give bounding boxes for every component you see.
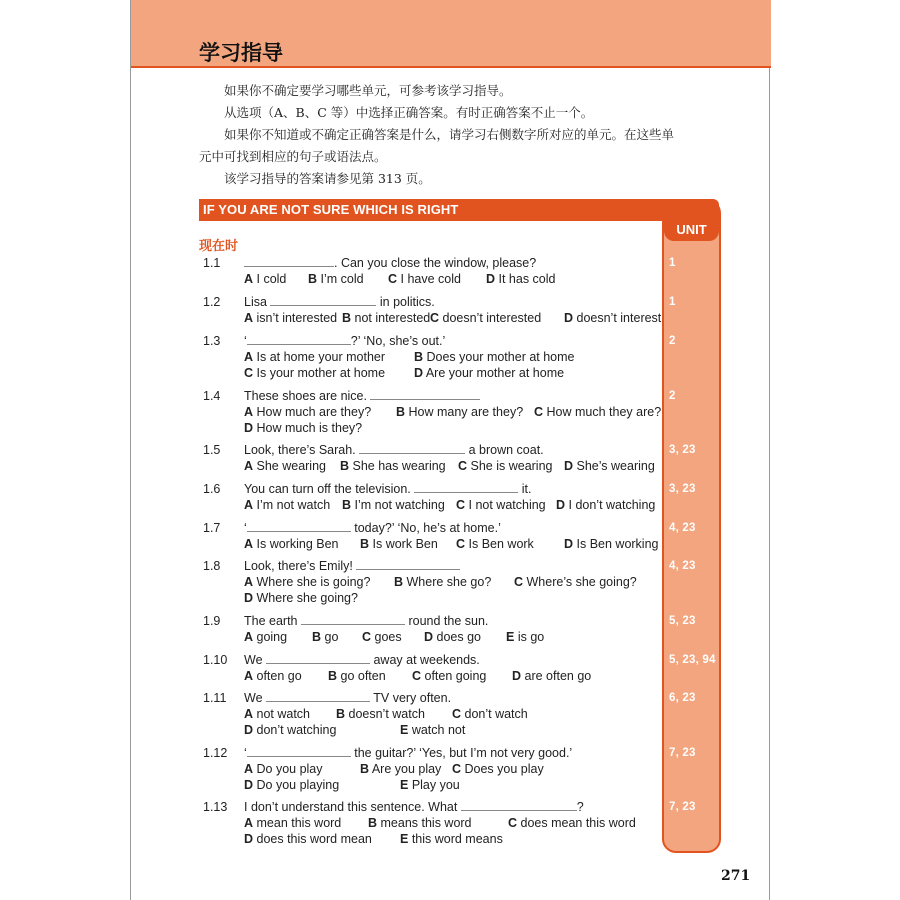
- option-text: Is your mother at home: [253, 366, 386, 380]
- question-number: 1.13: [203, 800, 228, 814]
- option-b: [396, 404, 523, 420]
- stem-text: it.: [518, 482, 532, 496]
- table-header: [199, 199, 719, 221]
- options-row: [244, 349, 664, 365]
- question-stem: [244, 481, 664, 497]
- option-text: Is working Ben: [253, 537, 339, 551]
- page-title: 学习指导: [199, 41, 283, 65]
- option-letter: C: [534, 405, 544, 419]
- option-letter: C: [508, 816, 518, 830]
- stem-text: The earth: [244, 614, 301, 628]
- options-row: [244, 458, 664, 474]
- question-body: [244, 652, 664, 684]
- study-unit-number: 5, 23: [669, 615, 696, 627]
- study-unit-header-line-2: UNIT: [676, 222, 707, 237]
- option-c: [244, 365, 385, 381]
- option-c: [452, 706, 528, 722]
- options-row: [244, 497, 664, 513]
- stem-text: round the sun.: [404, 614, 489, 628]
- option-text: Where she is going?: [253, 575, 371, 589]
- option-a: [244, 706, 310, 722]
- stem-text: Look, there’s Emily!: [244, 559, 357, 573]
- option-text: doesn’t interest: [573, 311, 662, 325]
- option-text: means this word: [377, 816, 472, 830]
- question-body: [244, 799, 664, 847]
- option-a: [244, 497, 330, 513]
- option-text: She has wearing: [349, 459, 446, 473]
- option-text: does mean this word: [517, 816, 636, 830]
- stem-text: ?: [576, 800, 584, 814]
- question-stem: [244, 388, 664, 404]
- option-e: [400, 722, 465, 738]
- option-c: [412, 668, 486, 684]
- question-stem: [244, 799, 664, 815]
- study-unit-number: 4, 23: [669, 560, 696, 572]
- option-text: I’m not watching: [351, 498, 445, 512]
- option-text: mean this word: [253, 816, 342, 830]
- option-letter: D: [414, 366, 424, 380]
- header-band: [131, 0, 771, 68]
- option-letter: D: [564, 537, 574, 551]
- option-b: [394, 574, 491, 590]
- option-letter: B: [360, 537, 370, 551]
- option-letter: D: [564, 459, 574, 473]
- option-text: Play you: [408, 778, 460, 792]
- option-text: Where’s she going?: [523, 575, 637, 589]
- option-b: [336, 706, 425, 722]
- question-body: [244, 294, 664, 326]
- question-number: 1.9: [203, 614, 221, 628]
- option-letter: B: [336, 707, 346, 721]
- option-letter: C: [244, 366, 254, 380]
- option-a: [244, 574, 370, 590]
- option-letter: E: [400, 778, 409, 792]
- study-unit-number: 3, 23: [669, 483, 696, 495]
- stem-text: today?’ ‘No, he’s at home.’: [350, 521, 501, 535]
- option-text: don’t watching: [253, 723, 337, 737]
- section-title: 现在时: [199, 239, 239, 254]
- option-d: [244, 777, 339, 793]
- option-a: [244, 271, 286, 287]
- option-letter: A: [244, 498, 254, 512]
- question-number: 1.1: [203, 256, 221, 270]
- option-text: going: [253, 630, 288, 644]
- option-text: often go: [253, 669, 302, 683]
- option-letter: D: [486, 272, 496, 286]
- option-letter: B: [312, 630, 322, 644]
- option-text: go often: [337, 669, 386, 683]
- stem-text: I don’t understand this sentence. What: [244, 800, 461, 814]
- option-letter: A: [244, 707, 254, 721]
- option-text: goes: [371, 630, 402, 644]
- answer-blank: [370, 389, 480, 400]
- option-text: does go: [433, 630, 481, 644]
- option-text: Is at home your mother: [253, 350, 386, 364]
- option-b: [342, 497, 445, 513]
- option-d: [564, 458, 655, 474]
- option-d: [564, 310, 661, 326]
- option-text: How much they are?: [543, 405, 662, 419]
- option-letter: C: [456, 498, 466, 512]
- option-letter: D: [244, 778, 254, 792]
- option-text: does this word mean: [253, 832, 372, 846]
- option-a: [244, 536, 339, 552]
- question-stem: [244, 294, 664, 310]
- option-text: not watch: [253, 707, 311, 721]
- option-letter: D: [244, 421, 254, 435]
- stem-text: ‘: [244, 746, 247, 760]
- option-c: [430, 310, 541, 326]
- study-unit-number: 1: [669, 257, 676, 269]
- answer-blank: [301, 614, 405, 625]
- options-row: [244, 590, 664, 606]
- stem-text: We: [244, 653, 266, 667]
- option-text: I’m not watch: [253, 498, 331, 512]
- option-e: [400, 831, 503, 847]
- table-header-text: IF YOU ARE NOT SURE WHICH IS RIGHT: [203, 202, 459, 217]
- option-text: not interested: [351, 311, 431, 325]
- option-letter: B: [308, 272, 318, 286]
- option-a: [244, 310, 337, 326]
- study-unit-number: 2: [669, 390, 676, 402]
- option-text: are often go: [521, 669, 592, 683]
- stem-text: We: [244, 691, 266, 705]
- option-text: Does you play: [461, 762, 544, 776]
- question-stem: [244, 333, 664, 349]
- option-letter: B: [368, 816, 378, 830]
- option-text: doesn’t watch: [345, 707, 425, 721]
- option-text: I’m cold: [317, 272, 364, 286]
- option-letter: B: [342, 311, 352, 325]
- option-c: [508, 815, 636, 831]
- option-letter: A: [244, 630, 254, 644]
- option-letter: A: [244, 350, 254, 364]
- option-letter: C: [388, 272, 398, 286]
- answer-blank: [270, 295, 376, 306]
- option-text: Is work Ben: [369, 537, 438, 551]
- question-stem: [244, 520, 664, 536]
- option-letter: A: [244, 459, 254, 473]
- option-b: [360, 536, 438, 552]
- stem-text: a brown coat.: [465, 443, 544, 457]
- intro-line-2: 从选项（A、B、C 等）中选择正确答案。有时正确答案不止一个。: [224, 105, 594, 120]
- option-letter: A: [244, 405, 254, 419]
- option-text: I have cold: [397, 272, 461, 286]
- options-row: [244, 404, 664, 420]
- option-letter: D: [244, 832, 254, 846]
- stem-text: ?’ ‘No, she’s out.’: [350, 334, 446, 348]
- option-letter: A: [244, 311, 254, 325]
- option-c: [458, 458, 553, 474]
- option-c: [362, 629, 402, 645]
- option-letter: E: [400, 832, 409, 846]
- option-a: [244, 404, 371, 420]
- options-row: [244, 629, 664, 645]
- options-row: [244, 420, 664, 436]
- answer-blank: [247, 746, 351, 757]
- answer-blank: [244, 256, 334, 267]
- question-stem: [244, 690, 664, 706]
- option-d: [244, 722, 336, 738]
- option-b: [342, 310, 430, 326]
- question-body: [244, 690, 664, 738]
- option-text: Do you play: [253, 762, 323, 776]
- option-letter: C: [452, 707, 462, 721]
- option-text: I don’t watching: [565, 498, 656, 512]
- option-letter: C: [362, 630, 372, 644]
- options-row: [244, 271, 664, 287]
- stem-text: . Can you close the window, please?: [334, 256, 537, 270]
- book-page: [130, 0, 770, 900]
- question-stem: [244, 442, 664, 458]
- option-letter: A: [244, 669, 254, 683]
- option-a: [244, 458, 326, 474]
- option-c: [452, 761, 544, 777]
- option-letter: B: [396, 405, 406, 419]
- option-b: [328, 668, 386, 684]
- option-letter: B: [340, 459, 350, 473]
- option-text: It has cold: [495, 272, 556, 286]
- option-d: [512, 668, 591, 684]
- intro-line-4: 元中可找到相应的句子或语法点。: [199, 149, 387, 164]
- answer-blank: [359, 443, 465, 454]
- option-b: [312, 629, 338, 645]
- stem-text: ‘: [244, 334, 247, 348]
- option-c: [388, 271, 461, 287]
- question-number: 1.10: [203, 653, 228, 667]
- option-letter: B: [414, 350, 424, 364]
- option-text: isn’t interested: [253, 311, 338, 325]
- option-a: [244, 629, 287, 645]
- option-c: [456, 536, 534, 552]
- option-text: Where she going?: [253, 591, 358, 605]
- question-number: 1.3: [203, 334, 221, 348]
- question-body: [244, 388, 664, 436]
- study-unit-number: 4, 23: [669, 522, 696, 534]
- intro-line-3: 如果你不知道或不确定正确答案是什么，请学习右侧数字所对应的单元。在这些单: [224, 127, 675, 142]
- option-b: [368, 815, 472, 831]
- option-text: Is Ben work: [465, 537, 534, 551]
- question-number: 1.4: [203, 389, 221, 403]
- intro-line-5: 该学习指导的答案请参见第 313 页。: [224, 171, 431, 186]
- option-letter: C: [458, 459, 468, 473]
- study-unit-number: 7, 23: [669, 801, 696, 813]
- option-text: often going: [421, 669, 487, 683]
- option-a: [244, 349, 385, 365]
- page-number: 271: [721, 868, 751, 884]
- option-text: How many are they?: [405, 405, 524, 419]
- option-letter: C: [456, 537, 466, 551]
- option-b: [414, 349, 575, 365]
- answer-blank: [266, 653, 370, 664]
- question-number: 1.8: [203, 559, 221, 573]
- option-b: [308, 271, 364, 287]
- answer-blank: [266, 691, 370, 702]
- option-a: [244, 815, 341, 831]
- options-row: [244, 310, 664, 326]
- question-body: [244, 255, 664, 287]
- stem-text: Lisa: [244, 295, 271, 309]
- option-c: [456, 497, 546, 513]
- option-d: [486, 271, 555, 287]
- option-d: [564, 536, 659, 552]
- option-letter: B: [360, 762, 370, 776]
- option-text: doesn’t interested: [439, 311, 542, 325]
- option-letter: A: [244, 762, 254, 776]
- option-letter: D: [556, 498, 566, 512]
- option-text: Do you playing: [253, 778, 340, 792]
- question-body: [244, 481, 664, 513]
- option-text: Where she go?: [403, 575, 492, 589]
- option-text: I cold: [253, 272, 287, 286]
- option-d: [424, 629, 481, 645]
- answer-blank: [247, 334, 351, 345]
- question-stem: [244, 558, 664, 574]
- option-text: She’s wearing: [573, 459, 655, 473]
- question-body: [244, 333, 664, 381]
- answer-blank: [356, 559, 460, 570]
- options-row: [244, 536, 664, 552]
- options-row: [244, 365, 664, 381]
- options-row: [244, 761, 664, 777]
- option-letter: B: [342, 498, 352, 512]
- stem-text: in politics.: [376, 295, 435, 309]
- options-row: [244, 668, 664, 684]
- stem-text: Look, there’s Sarah.: [244, 443, 360, 457]
- options-row: [244, 815, 664, 831]
- options-row: [244, 777, 664, 793]
- stem-text: the guitar?’ ‘Yes, but I’m not very good.’: [350, 746, 573, 760]
- option-text: How much are they?: [253, 405, 372, 419]
- option-d: [414, 365, 564, 381]
- option-letter: E: [400, 723, 409, 737]
- option-text: Are you play: [369, 762, 442, 776]
- study-unit-number: 5, 23, 94: [669, 654, 716, 666]
- option-letter: D: [564, 311, 574, 325]
- option-c: [534, 404, 661, 420]
- option-letter: A: [244, 537, 254, 551]
- option-text: Does your mother at home: [423, 350, 575, 364]
- options-row: [244, 831, 664, 847]
- stem-text: away at weekends.: [370, 653, 480, 667]
- option-letter: D: [244, 723, 254, 737]
- option-letter: C: [412, 669, 422, 683]
- answer-blank: [247, 521, 351, 532]
- stem-text: These shoes are nice.: [244, 389, 371, 403]
- option-letter: A: [244, 575, 254, 589]
- option-d: [244, 590, 358, 606]
- study-unit-number: 3, 23: [669, 444, 696, 456]
- answer-blank: [461, 800, 577, 811]
- option-e: [400, 777, 460, 793]
- question-body: [244, 745, 664, 793]
- option-letter: D: [244, 591, 254, 605]
- study-unit-number: 7, 23: [669, 747, 696, 759]
- option-text: How much is they?: [253, 421, 363, 435]
- options-row: [244, 722, 664, 738]
- option-text: She wearing: [253, 459, 326, 473]
- study-unit-number: 6, 23: [669, 692, 696, 704]
- option-letter: E: [506, 630, 515, 644]
- question-stem: [244, 652, 664, 668]
- option-text: this word means: [408, 832, 503, 846]
- option-e: [506, 629, 544, 645]
- answer-blank: [414, 482, 518, 493]
- stem-text: TV very often.: [370, 691, 452, 705]
- option-text: go: [321, 630, 339, 644]
- intro-line-1: 如果你不确定要学习哪些单元，可参考该学习指导。: [224, 83, 512, 98]
- question-stem: [244, 745, 664, 761]
- option-text: I not watching: [465, 498, 546, 512]
- options-row: [244, 574, 664, 590]
- option-letter: C: [514, 575, 524, 589]
- option-letter: A: [244, 816, 254, 830]
- option-text: don’t watch: [461, 707, 528, 721]
- option-letter: C: [430, 311, 440, 325]
- option-a: [244, 668, 302, 684]
- option-letter: A: [244, 272, 254, 286]
- question-body: [244, 613, 664, 645]
- study-unit-number: 1: [669, 296, 676, 308]
- question-number: 1.6: [203, 482, 221, 496]
- option-letter: D: [512, 669, 522, 683]
- question-number: 1.11: [203, 691, 227, 705]
- option-d: [244, 831, 372, 847]
- option-d: [556, 497, 655, 513]
- question-number: 1.12: [203, 746, 228, 760]
- option-b: [360, 761, 441, 777]
- option-letter: C: [452, 762, 462, 776]
- stem-text: You can turn off the television.: [244, 482, 415, 496]
- option-letter: B: [394, 575, 404, 589]
- study-unit-number: 2: [669, 335, 676, 347]
- stem-text: ‘: [244, 521, 247, 535]
- option-letter: B: [328, 669, 338, 683]
- question-number: 1.5: [203, 443, 221, 457]
- intro-text: [199, 80, 719, 190]
- option-d: [244, 420, 362, 436]
- option-letter: D: [424, 630, 434, 644]
- option-text: Are your mother at home: [423, 366, 565, 380]
- question-number: 1.7: [203, 521, 221, 535]
- option-text: watch not: [408, 723, 466, 737]
- question-body: [244, 520, 664, 552]
- question-number: 1.2: [203, 295, 221, 309]
- option-text: is go: [514, 630, 545, 644]
- option-c: [514, 574, 637, 590]
- question-stem: [244, 255, 664, 271]
- option-text: She is wearing: [467, 459, 553, 473]
- question-stem: [244, 613, 664, 629]
- question-body: [244, 442, 664, 474]
- option-a: [244, 761, 323, 777]
- option-b: [340, 458, 446, 474]
- options-row: [244, 706, 664, 722]
- option-text: Is Ben working: [573, 537, 659, 551]
- question-body: [244, 558, 664, 606]
